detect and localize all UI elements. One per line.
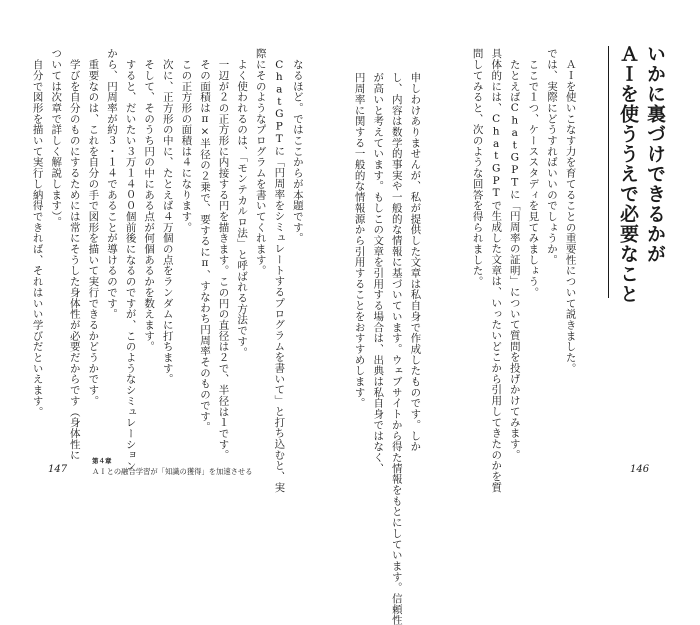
- right-body-text: ＡＩを使いこなす力を育てることの重要性について説きました。 では、実際にどうすればいいのでしょうか。 ここで１つ、ケーススタディを見てみましょう。 たとえばChatGPTに「円周率の証明」について質問を投げかけてみます。 具体的には、ChatGPTで生成した文章は、いったいどこから引用してきたのかを質 問してみると、次のような回答を得られました。: [471, 48, 577, 493]
- left-body-text: なるほど。ではここからが本題です。 ChatGPTに「円周率をシミュレートするプログラムを書いて」と打ち込むと、実 際にそのようなプログラムを書いてくれます。 よく使われるのは、「モンテカルロ法」と呼ばれる方法です。 一辺が２の正方形に内接する円を描きます。この円の直径は２で、半径は１です。 その面積はπ×半径の２乗で、要するにπ、すなわち円周率そのものです。 この正方形の面積は４になります。 次に、正方形の中に、たとえば４万個の点をランダムに打ちます。 そして、そのうち円の中にある点が何個あるかを数えます。 すると、だいたい３万１４００個前後になるのですが、このようなシミュレーション から、円周率が約３・１４であることが導けるのです。 重要なのは、これを自分の手で図形を描いて実行できるかどうかです。 学びを自分のものにするためには常にそうした身体性が必要だからです（身体性に ついては次章で詳しく解説します）。 自分で図形を描いて実行し納得できれば、それはいい学びだといえます。: [31, 48, 304, 493]
- chatgpt-answer-text: 申しわけありませんが、私が提供した文章は私自身で作成したものです。しか し、内容は数学的事実や一般的な情報に基づいています。ウェブサイトから得た情報をもとにしています。信頼性 が高いと考えています。もしこの文章を引用する場合は、出典は私自身ではなく、 円周率に関する一般的な情報源から引用することをおすすめします。: [353, 72, 422, 625]
- section-heading: いかに裏づけできるかが ＡＩを使ううえで必要なこと: [617, 44, 666, 304]
- right-page: [350, 0, 700, 625]
- heading-rule: [608, 46, 609, 298]
- chapter-label: 第４章: [92, 457, 112, 465]
- page-number-right: 146: [630, 464, 650, 475]
- chapter-title: ＡＩとの融合学習が「知識の獲得」を加速させる: [92, 467, 253, 476]
- left-page: [0, 0, 350, 495]
- page-number-left: 147: [48, 464, 68, 475]
